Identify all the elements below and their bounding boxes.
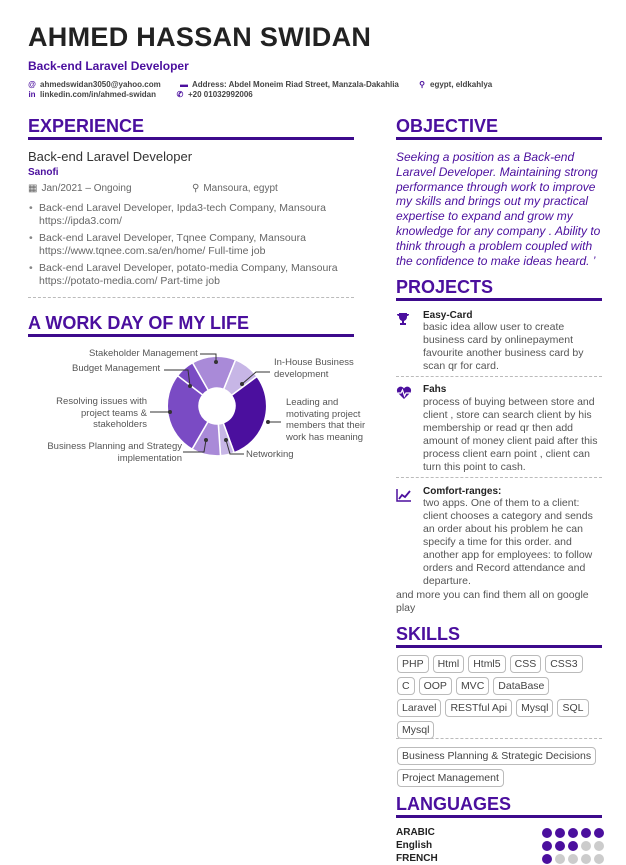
label-resolving: Resolving issues with project teams & stakeholders: [56, 396, 147, 430]
phone-contact[interactable]: [176, 90, 253, 99]
level-dot: [568, 854, 578, 864]
language-name: ARABIC: [396, 827, 435, 838]
skill-tag: OOP: [419, 677, 452, 695]
skill-tag: SQL: [557, 699, 588, 717]
level-dot: [542, 854, 552, 864]
label-inhouse: In-House Business development: [274, 357, 354, 380]
level-dot: [568, 841, 578, 851]
label-budget: Budget Management: [72, 363, 161, 374]
language-name: English: [396, 840, 433, 851]
project-desc: process of buying between store and client , store can search client by his membership or read qr then add amount of money client paid after this process client earn point , client can turn this point to cash.: [423, 396, 598, 473]
calendar-icon: ▦: [28, 183, 38, 194]
skill-tag: C: [397, 677, 415, 695]
language-row: [396, 826, 604, 839]
level-dot: [555, 841, 565, 851]
skill-tag: CSS: [510, 655, 542, 673]
language-name: FRENCH: [396, 853, 438, 864]
address-text: Address: Abdel Moneim Riad Street, Manzala-Dakahlia: [192, 80, 399, 89]
company-name: Sanofi: [28, 167, 59, 178]
languages-heading: LANGUAGES: [396, 794, 512, 814]
experience-heading: EXPERIENCE: [28, 116, 145, 136]
workday-rule: [28, 334, 354, 337]
language-level: [542, 854, 604, 864]
label-leading: Leading and motivating project members that their work has meaning: [286, 397, 366, 443]
project-title: Easy-Card: [423, 310, 473, 321]
divider: [28, 297, 354, 298]
objective-heading: OBJECTIVE: [396, 116, 499, 136]
experience-bullets: [28, 202, 353, 292]
level-dot: [581, 841, 591, 851]
map-pin-icon: ⚲: [192, 183, 200, 194]
level-dot: [568, 828, 578, 838]
project-title: Fahs: [423, 384, 447, 395]
label-networking: Networking: [246, 449, 294, 460]
linkedin-contact[interactable]: [28, 90, 156, 99]
level-dot: [581, 828, 591, 838]
candidate-name: AHMED HASSAN SWIDAN: [28, 22, 372, 52]
level-dot: [594, 841, 604, 851]
skill-tag: MVC: [456, 677, 489, 695]
tech-skills: [397, 655, 592, 739]
divider: [396, 477, 602, 478]
skill-tag: CSS3: [545, 655, 582, 673]
at-icon: @: [28, 80, 36, 89]
job-dates-text: Jan/2021 – Ongoing: [41, 183, 132, 194]
objective-text: Seeking a position as a Back-end Laravel Developer. Maintaining strong performance through work to improve my skills and brings out my practical expertise to expand and grow my knowledge for any company . Ability to think through a problem coupled with the confidence to make ideas heard. ’: [396, 150, 601, 268]
language-level: [542, 828, 604, 838]
project-desc: two apps. One of them to a client: client chooses a category and sends an order about his problem he can specify a time for this order. and another app for employees: to follow orders and Record attendance and departure.: [423, 497, 593, 587]
level-dot: [581, 854, 591, 864]
heartbeat-icon: [396, 386, 412, 400]
candidate-role: Back-end Laravel Developer: [28, 59, 189, 73]
skill-tag: Html5: [468, 655, 505, 673]
linkedin-icon: in: [28, 90, 36, 99]
skill-tag: Business Planning & Strategic Decisions: [397, 747, 596, 765]
job-place: [192, 183, 278, 194]
skill-tag: Project Management: [397, 769, 504, 787]
language-list: [396, 826, 604, 865]
divider: [396, 738, 602, 739]
job-title: Back-end Laravel Developer: [28, 149, 193, 164]
project-title: Comfort-ranges:: [423, 486, 502, 497]
soft-skills: [397, 747, 602, 787]
phone-icon: ✆: [176, 90, 184, 99]
languages-rule: [396, 815, 602, 818]
chart-line-icon: [396, 488, 412, 502]
email-contact[interactable]: [28, 80, 161, 89]
skill-tag: RESTful Api: [445, 699, 512, 717]
label-planning: Business Planning and Strategy implementation: [47, 441, 182, 464]
level-dot: [594, 854, 604, 864]
label-stakeholder: Stakeholder Management: [89, 348, 198, 359]
language-level: [542, 841, 604, 851]
level-dot: [542, 841, 552, 851]
language-row: [396, 839, 604, 852]
project-desc: basic idea allow user to create business card by onlinepayment favourite another business card by scan qr for card.: [423, 321, 584, 372]
location-text: egypt, eldkahlya: [430, 80, 493, 89]
linkedin-text: linkedin.com/in/ahmed-swidan: [40, 90, 157, 99]
list-item: • Back-end Laravel Developer, Tqnee Company, Mansoura https://www.tqnee.com.sa/en/home/ Full-time job: [28, 232, 353, 257]
level-dot: [555, 854, 565, 864]
job-place-text: Mansoura, egypt: [203, 183, 278, 194]
skill-tag: DataBase: [493, 677, 549, 695]
trophy-icon: [396, 312, 410, 326]
projects-heading: PROJECTS: [396, 277, 494, 297]
skills-rule: [396, 645, 602, 648]
skill-tag: Html: [433, 655, 465, 673]
address-contact: [180, 80, 399, 89]
skill-tag: Mysql: [516, 699, 553, 717]
list-item: • Back-end Laravel Developer, Ipda3-tech Company, Mansoura https://ipda3.com/: [28, 202, 353, 227]
experience-rule: [28, 137, 354, 140]
id-card-icon: ▬: [180, 80, 188, 89]
skill-tag: PHP: [397, 655, 429, 673]
objective-rule: [396, 137, 602, 140]
level-dot: [594, 828, 604, 838]
list-item: • Back-end Laravel Developer, potato-media Company, Mansoura https://potato-media.com/ Part-time job: [28, 262, 353, 287]
level-dot: [555, 828, 565, 838]
language-row: [396, 852, 604, 865]
projects-footer: and more you can find them all on google play: [396, 589, 589, 614]
map-pin-icon: ⚲: [419, 80, 425, 89]
location-contact: [418, 80, 492, 89]
level-dot: [542, 828, 552, 838]
skills-heading: SKILLS: [396, 624, 461, 644]
phone-text: +20 01032992006: [188, 90, 253, 99]
job-dates: [28, 183, 132, 194]
email-text: ahmedswidan3050@yahoo.com: [40, 80, 161, 89]
skill-tag: Laravel: [397, 699, 441, 717]
workday-heading: A WORK DAY OF MY LIFE: [28, 313, 250, 333]
divider: [396, 376, 602, 377]
skill-tag: Mysql: [397, 721, 434, 739]
projects-rule: [396, 298, 602, 301]
